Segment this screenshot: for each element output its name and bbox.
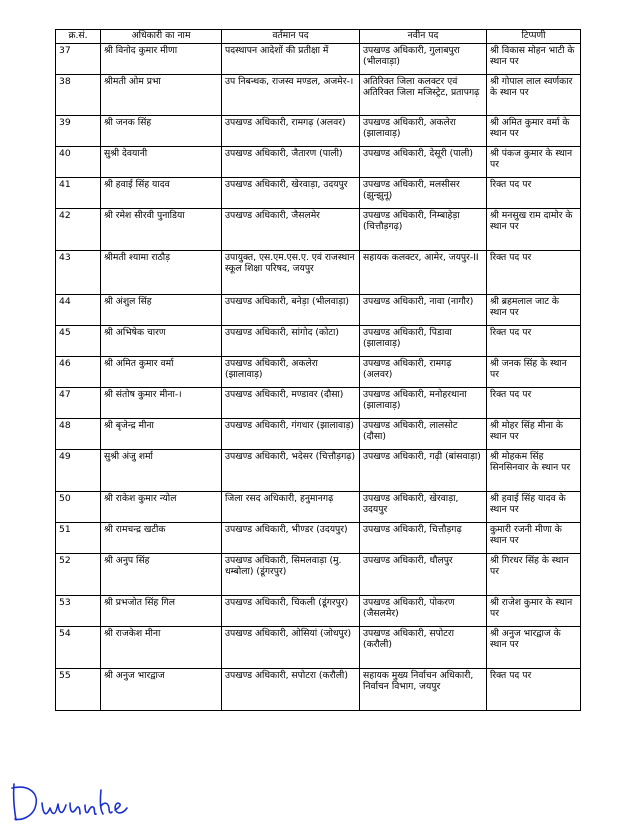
remark-cell: श्री जनक सिंह के स्थान पर — [487, 357, 581, 388]
table-row — [56, 178, 581, 209]
officer-name-cell: श्री संतोष कुमार मीना-। — [101, 388, 222, 419]
current-post-cell: उपखण्ड अधिकारी, अकलेरा (झालावाड़) — [222, 357, 360, 388]
officer-name-cell: सुश्री देवयानी — [101, 147, 222, 178]
officer-name-cell: श्री रमेश सीरवी पुनाडिया — [101, 209, 222, 251]
header-new-post: नवीन पद — [360, 30, 487, 44]
table-row — [56, 419, 581, 450]
table-row — [56, 554, 581, 596]
serial-cell: 41 — [56, 178, 101, 209]
table-row — [56, 492, 581, 523]
table-row — [56, 627, 581, 669]
header-remark: टिप्पणी — [487, 30, 581, 44]
remark-cell: श्री ब्रहमलाल जाट के स्थान पर — [487, 295, 581, 326]
new-post-cell: उपखण्ड अधिकारी, निम्बाहेड़ा (चित्तौड़गढ़) — [360, 209, 487, 251]
header-serial: क्र.सं. — [56, 30, 101, 44]
current-post-cell: उपखण्ड अधिकारी, गंगधार (झालावाड़) — [222, 419, 360, 450]
serial-cell: 43 — [56, 251, 101, 295]
table-row — [56, 669, 581, 711]
serial-cell: 40 — [56, 147, 101, 178]
new-post-cell: उपखण्ड अधिकारी, पिडावा (झालावाड़) — [360, 326, 487, 357]
current-post-cell: उपखण्ड अधिकारी, खेरवाड़ा, उदयपुर — [222, 178, 360, 209]
table-row — [56, 450, 581, 492]
header-current-post: वर्तमान पद — [222, 30, 360, 44]
serial-cell: 45 — [56, 326, 101, 357]
current-post-cell: जिला रसद अधिकारी, हनुमानगढ़ — [222, 492, 360, 523]
officer-name-cell: श्री अनुप सिंह — [101, 554, 222, 596]
new-post-cell: उपखण्ड अधिकारी, गुलाबपुरा (भीलवाड़ा) — [360, 44, 487, 75]
header-officer-name: अधिकारी का नाम — [101, 30, 222, 44]
new-post-cell: उपखण्ड अधिकारी, गढ़ी (बांसवाड़ा) — [360, 450, 487, 492]
remark-cell: रिक्त पद पर — [487, 388, 581, 419]
officer-name-cell: श्री प्रभजोत सिंह गिल — [101, 596, 222, 627]
current-post-cell: उपखण्ड अधिकारी, जैतारण (पाली) — [222, 147, 360, 178]
officer-name-cell: श्री विनोद कुमार मीणा — [101, 44, 222, 75]
table-row — [56, 295, 581, 326]
remark-cell: श्री पंकज कुमार के स्थान पर — [487, 147, 581, 178]
officer-name-cell: श्रीमती ओम प्रभा — [101, 75, 222, 116]
current-post-cell: उपखण्ड अधिकारी, सपोटरा (करौली) — [222, 669, 360, 711]
remark-cell: श्री मनसुख राम दामोर के स्थान पर — [487, 209, 581, 251]
current-post-cell: उपायुक्त, एस.एम.एस.ए. एवं राजस्थान स्कूल शिक्षा परिषद, जयपुर — [222, 251, 360, 295]
officer-name-cell: सुश्री अंजु शर्मा — [101, 450, 222, 492]
remark-cell: कुमारी रजनी मीणा के स्थान पर — [487, 523, 581, 554]
current-post-cell: उपखण्ड अधिकारी, बनेड़ा (भीलवाड़ा) — [222, 295, 360, 326]
new-post-cell: सहायक कलक्टर, आमेर, जयपुर-II — [360, 251, 487, 295]
table-body — [56, 44, 581, 711]
remark-cell: श्री अनुज भारद्वाज के स्थान पर — [487, 627, 581, 669]
current-post-cell: उप निबन्धक, राजस्व मण्डल, अजमेर-। — [222, 75, 360, 116]
table-row — [56, 357, 581, 388]
remark-cell: श्री मोहकम सिंह सिनसिनवार के स्थान पर — [487, 450, 581, 492]
current-post-cell: पदस्थापन आदेशों की प्रतीक्षा में — [222, 44, 360, 75]
remark-cell: श्री राजेश कुमार के स्थान पर — [487, 596, 581, 627]
serial-cell: 38 — [56, 75, 101, 116]
new-post-cell: उपखण्ड अधिकारी, मलसीसर (झुन्झुनू) — [360, 178, 487, 209]
officer-name-cell: श्री राकेश कुमार न्योल — [101, 492, 222, 523]
remark-cell: रिक्त पद पर — [487, 669, 581, 711]
remark-cell: रिक्त पद पर — [487, 326, 581, 357]
serial-cell: 37 — [56, 44, 101, 75]
new-post-cell: उपखण्ड अधिकारी, मनोहरथाना (झालावाड़) — [360, 388, 487, 419]
postings-table — [55, 29, 581, 711]
current-post-cell: उपखण्ड अधिकारी, सांगोद (कोटा) — [222, 326, 360, 357]
remark-cell: श्री गोपाल लाल स्वर्णकार के स्थान पर — [487, 75, 581, 116]
serial-cell: 51 — [56, 523, 101, 554]
new-post-cell: उपखण्ड अधिकारी, धौलपुर — [360, 554, 487, 596]
serial-cell: 44 — [56, 295, 101, 326]
new-post-cell: उपखण्ड अधिकारी, सपोटरा (करौली) — [360, 627, 487, 669]
signature-stroke — [12, 784, 127, 820]
remark-cell: रिक्त पद पर — [487, 251, 581, 295]
remark-cell: श्री मोहर सिंह मीना के स्थान पर — [487, 419, 581, 450]
current-post-cell: उपखण्ड अधिकारी, जैसलमेर — [222, 209, 360, 251]
current-post-cell: उपखण्ड अधिकारी, ओसियां (जोधपुर) — [222, 627, 360, 669]
table-row — [56, 326, 581, 357]
signature — [8, 778, 138, 826]
current-post-cell: उपखण्ड अधिकारी, सिमलवाड़ा (मु. धम्बोला) (डूंगरपुर) — [222, 554, 360, 596]
serial-cell: 54 — [56, 627, 101, 669]
table-row — [56, 523, 581, 554]
officer-name-cell: श्रीमती श्यामा राठौड़ — [101, 251, 222, 295]
officer-name-cell: श्री रामचन्द्र खटीक — [101, 523, 222, 554]
new-post-cell: उपखण्ड अधिकारी, लालसोट (दौसा) — [360, 419, 487, 450]
new-post-cell: उपखण्ड अधिकारी, देसूरी (पाली) — [360, 147, 487, 178]
table-row — [56, 596, 581, 627]
table-row — [56, 251, 581, 295]
current-post-cell: उपखण्ड अधिकारी, मण्डावर (दौसा) — [222, 388, 360, 419]
new-post-cell: उपखण्ड अधिकारी, अकलेरा (झालावाड़) — [360, 116, 487, 147]
current-post-cell: उपखण्ड अधिकारी, चिकली (डूंगरपुर) — [222, 596, 360, 627]
new-post-cell: सहायक मुख्य निर्वाचन अधिकारी, निर्वाचन विभाग, जयपुर — [360, 669, 487, 711]
officer-name-cell: श्री अनुज भारद्वाज — [101, 669, 222, 711]
serial-cell: 46 — [56, 357, 101, 388]
officer-name-cell: श्री राजकेश मीना — [101, 627, 222, 669]
serial-cell: 42 — [56, 209, 101, 251]
new-post-cell: अतिरिक्त जिला कलक्टर एवं अतिरिक्त जिला मजिस्ट्रेट, प्रतापगढ़ — [360, 75, 487, 116]
remark-cell: श्री अमित कुमार वर्मा के स्थान पर — [487, 116, 581, 147]
officer-name-cell: श्री अमित कुमार वर्मा — [101, 357, 222, 388]
table-row — [56, 44, 581, 75]
table-row — [56, 209, 581, 251]
new-post-cell: उपखण्ड अधिकारी, नावा (नागौर) — [360, 295, 487, 326]
current-post-cell: उपखण्ड अधिकारी, भदेसर (चित्तौड़गढ़) — [222, 450, 360, 492]
officer-name-cell: श्री हवाई सिंह यादव — [101, 178, 222, 209]
new-post-cell: उपखण्ड अधिकारी, चित्तौड़गढ़ — [360, 523, 487, 554]
remark-cell: श्री हवाई सिंह यादव के स्थान पर — [487, 492, 581, 523]
serial-cell: 39 — [56, 116, 101, 147]
new-post-cell: उपखण्ड अधिकारी, खेरवाड़ा, उदयपुर — [360, 492, 487, 523]
table-row — [56, 75, 581, 116]
officer-name-cell: श्री अंशुल सिंह — [101, 295, 222, 326]
remark-cell: श्री गिरधर सिंह के स्थान पर — [487, 554, 581, 596]
officer-name-cell: श्री बृजेन्द्र मीना — [101, 419, 222, 450]
serial-cell: 50 — [56, 492, 101, 523]
officer-name-cell: श्री अभिषेक चारण — [101, 326, 222, 357]
serial-cell: 47 — [56, 388, 101, 419]
serial-cell: 53 — [56, 596, 101, 627]
current-post-cell: उपखण्ड अधिकारी, रामगढ़ (अलवर) — [222, 116, 360, 147]
remark-cell: रिक्त पद पर — [487, 178, 581, 209]
serial-cell: 48 — [56, 419, 101, 450]
new-post-cell: उपखण्ड अधिकारी, पोकरण (जैसलमेर) — [360, 596, 487, 627]
table-row — [56, 388, 581, 419]
new-post-cell: उपखण्ड अधिकारी, रामगढ़ (अलवर) — [360, 357, 487, 388]
current-post-cell: उपखण्ड अधिकारी, भीण्डर (उदयपुर) — [222, 523, 360, 554]
serial-cell: 49 — [56, 450, 101, 492]
serial-cell: 55 — [56, 669, 101, 711]
remark-cell: श्री विकास मोहन भाटी के स्थान पर — [487, 44, 581, 75]
table-header-row — [56, 30, 581, 44]
officer-name-cell: श्री जनक सिंह — [101, 116, 222, 147]
serial-cell: 52 — [56, 554, 101, 596]
table-row — [56, 116, 581, 147]
table-row — [56, 147, 581, 178]
